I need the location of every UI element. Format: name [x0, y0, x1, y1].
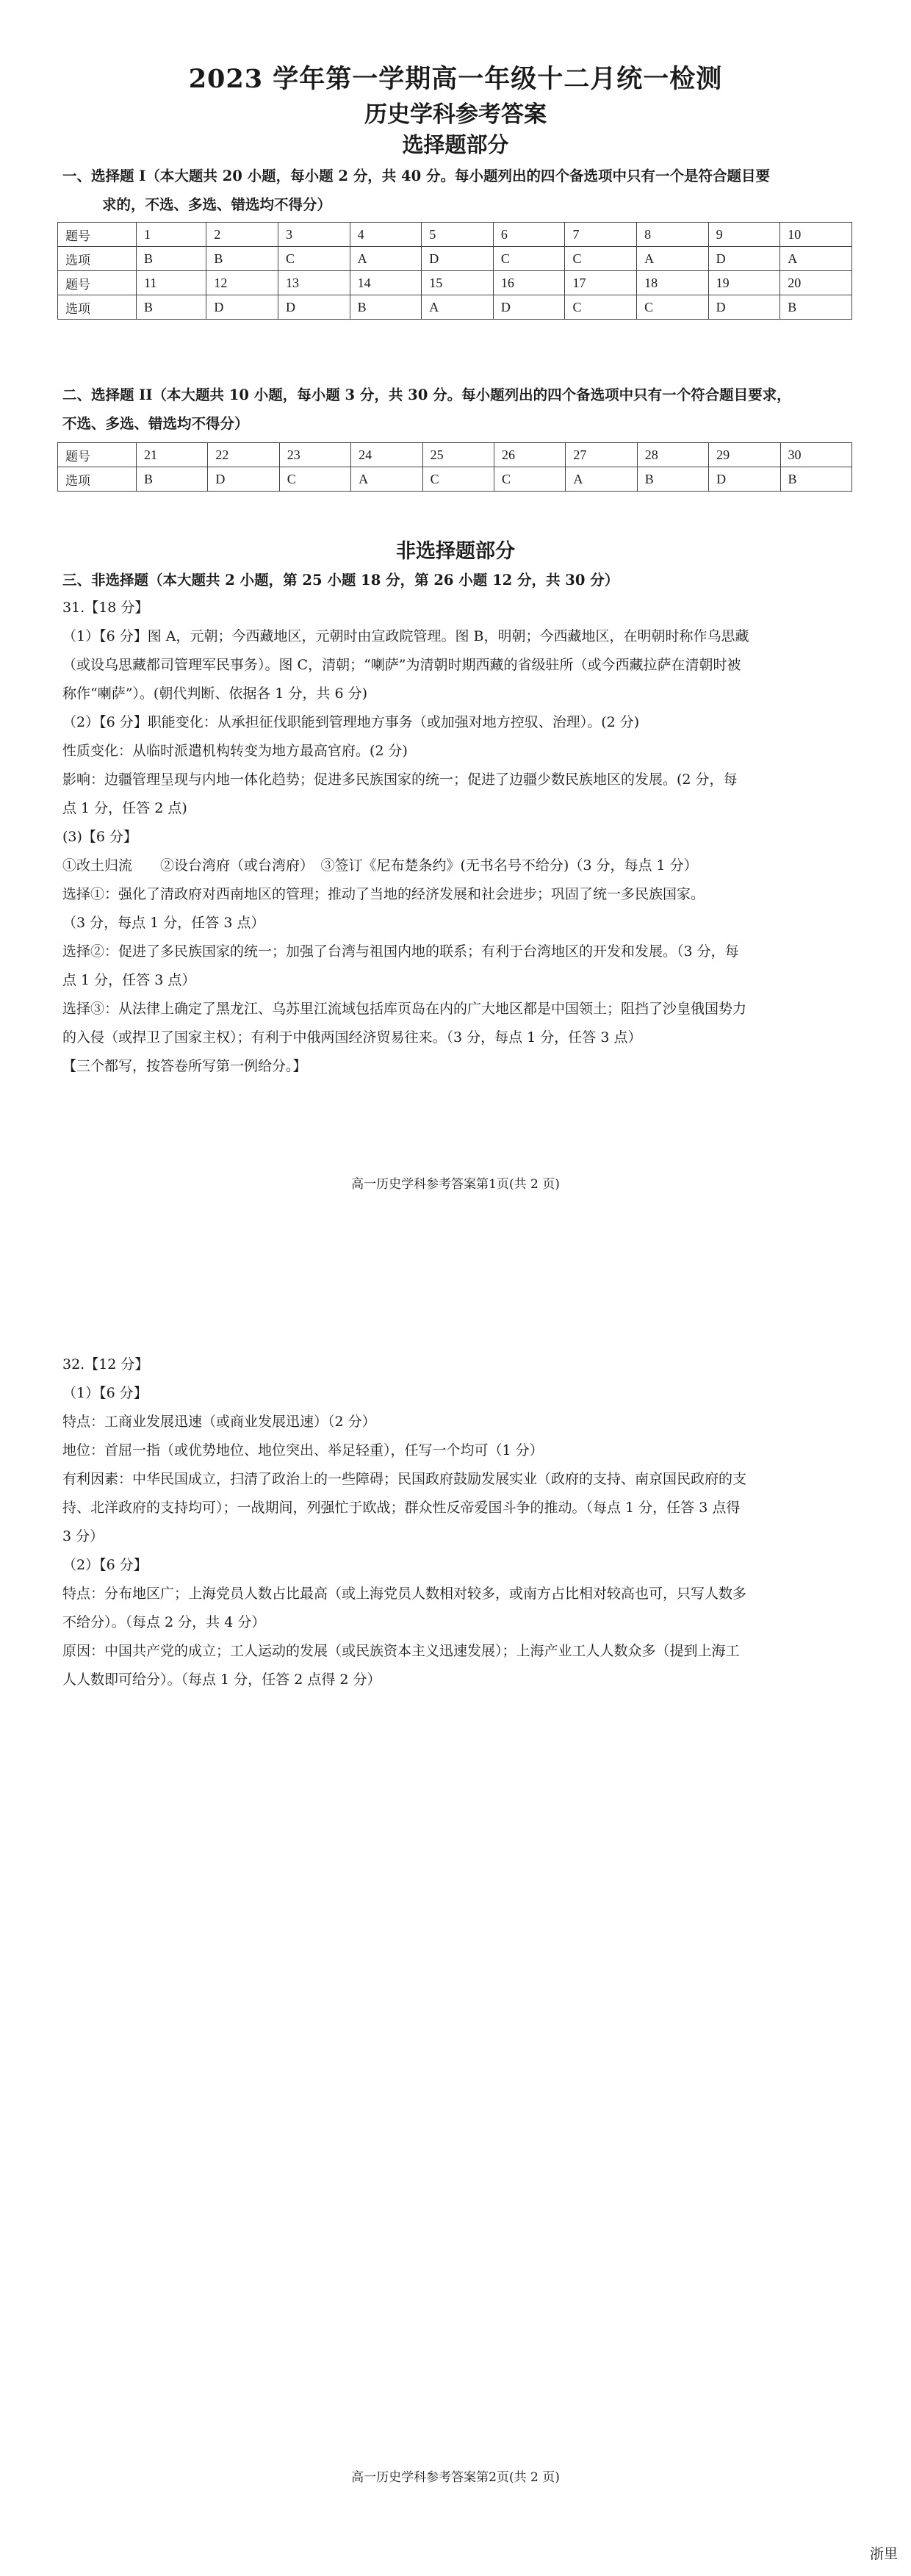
answer-line: （1）【6 分】图 A，元朝；今西藏地区，元朝时由宣政院管理。图 B，明朝；今西藏地区，在明朝时称作乌思藏 — [62, 628, 749, 644]
document-subtitle: 历史学科参考答案 — [364, 101, 547, 128]
question-number: 5 — [422, 223, 494, 247]
answer-line: 影响：边疆管理呈现与内地一体化趋势；促进多民族国家的统一；促进了边疆少数民族地区的发展。(2 分，每 — [62, 771, 738, 788]
question-number: 24 — [351, 443, 422, 467]
page-footer-2: 高一历史学科参考答案第2页(共 2 页) — [351, 2470, 560, 2485]
answer-option: C — [493, 247, 565, 271]
row-label: 选项 — [58, 247, 137, 271]
answer-line: 持、北洋政府的支持均可）；一战期间，列强忙于欧战；群众性反帝爱国斗争的推动。（每点 1 分，任答 3 点得 — [62, 1500, 741, 1516]
answer-line: 不给分）。（每点 2 分，共 4 分） — [62, 1614, 266, 1630]
question-number: 7 — [565, 223, 637, 247]
answer-option: D — [493, 295, 565, 320]
question-number: 12 — [206, 271, 278, 295]
answer-line: 地位：首屈一指（或优势地位、地位突出、举足轻重），任写一个均可（1 分） — [62, 1442, 544, 1458]
question-number: 14 — [350, 271, 422, 295]
page-footer-1: 高一历史学科参考答案第1页(共 2 页) — [351, 1177, 560, 1192]
answer-option: A — [780, 247, 852, 271]
question-number: 21 — [137, 443, 208, 467]
part1-heading-line2: 求的，不选、多选、错选均不得分） — [102, 196, 332, 213]
answer-option: D — [709, 467, 780, 492]
answer-option: C — [422, 467, 494, 492]
question-number: 22 — [208, 443, 279, 467]
question-number: 6 — [493, 223, 565, 247]
part2-heading-line1: 二、选择题 II（本大题共 10 小题，每小题 3 分，共 30 分。每小题列出的四个备选项中只有一个符合题目要求， — [62, 386, 791, 403]
table-row — [58, 295, 852, 320]
answer-line: 特点：工商业发展迅速（或商业发展迅速）（2 分） — [62, 1414, 376, 1430]
answer-line: （2）【6 分】 — [62, 1557, 148, 1573]
question-31-answer — [62, 594, 856, 1081]
answer-option: A — [350, 247, 422, 271]
question-number: 16 — [493, 271, 565, 295]
answer-line: 特点：分布地区广；上海党员人数占比最高（或上海党员人数相对较多，或南方占比相对较高也可，只写人数多 — [62, 1586, 747, 1602]
section-title-nonchoice: 非选择题部分 — [396, 540, 515, 563]
question-number: 29 — [709, 443, 780, 467]
row-label: 题号 — [58, 223, 137, 247]
question-number: 25 — [422, 443, 494, 467]
question-number: 17 — [565, 271, 637, 295]
section-title-choice: 选择题部分 — [402, 132, 509, 157]
answer-line: （3 分，每点 1 分，任答 3 点） — [62, 915, 265, 931]
answer-option: A — [566, 467, 637, 492]
answer-line: 选择②：促进了多民族国家的统一；加强了台湾与祖国内地的联系；有利于台湾地区的开发和发展。（3 分，每 — [62, 943, 739, 960]
answer-option: C — [279, 467, 350, 492]
answer-line: 的入侵（或捍卫了国家主权）；有利于中俄两国经济贸易往来。（3 分，每点 1 分，任答 3 点） — [62, 1029, 642, 1046]
part3-heading: 三、非选择题（本大题共 2 小题，第 25 小题 18 分，第 26 小题 12 分，共 30 分） — [62, 572, 619, 589]
answer-option: B — [780, 467, 851, 492]
table-row — [58, 443, 852, 467]
answer-option: C — [278, 247, 350, 271]
answer-option: D — [422, 247, 494, 271]
question-number: 4 — [350, 223, 422, 247]
answer-option: D — [708, 295, 780, 320]
answer-option: B — [137, 467, 208, 492]
question-number: 1 — [137, 223, 206, 247]
answer-option: B — [137, 247, 206, 271]
answer-option: C — [565, 247, 637, 271]
answer-option: A — [637, 247, 709, 271]
part2-heading-line2: 不选、多选、错选均不得分） — [62, 415, 249, 432]
question-number: 26 — [494, 443, 565, 467]
answer-line: 32.【12 分】 — [62, 1356, 149, 1372]
part1-answer-table — [57, 222, 852, 320]
answer-option: B — [350, 295, 422, 320]
row-label: 选项 — [58, 467, 137, 492]
answer-option: C — [637, 295, 709, 320]
answer-line: 【三个都写，按答卷所写第一例给分。】 — [62, 1058, 307, 1074]
question-number: 27 — [566, 443, 637, 467]
answer-line: （2）【6 分】职能变化：从承担征伐职能到管理地方事务（或加强对地方控驭、治理）。(2 分) — [62, 714, 640, 730]
table-row — [58, 247, 852, 271]
part2-answer-table — [57, 442, 852, 492]
answer-line: 性质变化：从临时派遣机构转变为地方最高官府。(2 分) — [62, 743, 408, 759]
row-label: 题号 — [58, 271, 137, 295]
question-number: 18 — [637, 271, 709, 295]
answer-line: 3 分） — [62, 1528, 104, 1544]
row-label: 选项 — [58, 295, 137, 320]
part2-heading — [62, 381, 856, 438]
question-number: 11 — [137, 271, 206, 295]
document-title: 2023 学年第一学期高一年级十二月统一检测 — [188, 64, 723, 94]
answer-option: B — [780, 295, 852, 320]
part1-heading — [62, 162, 856, 219]
answer-option: B — [206, 247, 278, 271]
answer-option: A — [351, 467, 422, 492]
question-number: 8 — [637, 223, 709, 247]
table-row — [58, 467, 852, 492]
question-number: 15 — [422, 271, 494, 295]
question-number: 3 — [278, 223, 350, 247]
answer-line: 31.【18 分】 — [62, 600, 149, 616]
answer-option: C — [565, 295, 637, 320]
answer-line: 称作“喇萨”）。(朝代判断、依据各 1 分，共 6 分) — [62, 686, 368, 702]
question-number: 28 — [637, 443, 708, 467]
answer-line: (3)【6 分】 — [62, 829, 138, 845]
corner-watermark: 浙里 — [869, 2546, 898, 2562]
answer-option: B — [137, 295, 206, 320]
question-number: 2 — [206, 223, 278, 247]
answer-line: ①改土归流 ②设台湾府（或台湾府） ③签订《尼布楚条约》(无书名号不给分)（3 分，每点 1 分） — [62, 857, 698, 874]
answer-option: D — [278, 295, 350, 320]
answer-line: 有利因素：中华民国成立，扫清了政治上的一些障碍；民国政府鼓励发展实业（政府的支持、南京国民政府的支 — [62, 1471, 747, 1487]
answer-option: D — [208, 467, 279, 492]
question-number: 20 — [780, 271, 852, 295]
answer-line: （或设乌思藏都司管理军民事务）。图 C，清朝；“喇萨”为清朝时期西藏的省级驻所（或今西藏拉萨在清朝时被 — [62, 657, 741, 673]
answer-option: D — [708, 247, 780, 271]
answer-option: C — [494, 467, 565, 492]
answer-line: 点 1 分，任答 2 点) — [62, 800, 187, 816]
answer-line: 选择①：强化了清政府对西南地区的管理；推动了当地的经济发展和社会进步；巩固了统一多民族国家。 — [62, 886, 705, 902]
question-number: 10 — [780, 223, 852, 247]
question-number: 9 — [708, 223, 780, 247]
answer-line: 点 1 分，任答 3 点） — [62, 972, 196, 988]
row-label: 题号 — [58, 443, 137, 467]
answer-line: 原因：中国共产党的成立；工人运动的发展（或民族资本主义迅速发展）；上海产业工人人数众多（提到上海工 — [62, 1643, 740, 1659]
table-row — [58, 223, 852, 247]
answer-option: A — [422, 295, 494, 320]
question-number: 23 — [279, 443, 350, 467]
question-number: 19 — [708, 271, 780, 295]
answer-option: B — [637, 467, 708, 492]
question-number: 30 — [780, 443, 851, 467]
table-row — [58, 271, 852, 295]
part1-heading-line1: 一、选择题 I（本大题共 20 小题，每小题 2 分，共 40 分。每小题列出的四个备选项中只有一个是符合题目要 — [62, 168, 770, 184]
answer-line: 选择③：从法律上确定了黑龙江、乌苏里江流域包括库页岛在内的广大地区都是中国领土；阻挡了沙皇俄国势力 — [62, 1001, 747, 1017]
answer-option: D — [206, 295, 278, 320]
answer-line: （1）【6 分】 — [62, 1385, 148, 1401]
question-32-answer — [62, 1350, 856, 1694]
question-number: 13 — [278, 271, 350, 295]
answer-line: 人人数即可给分）。（每点 1 分，任答 2 点得 2 分） — [62, 1672, 381, 1688]
